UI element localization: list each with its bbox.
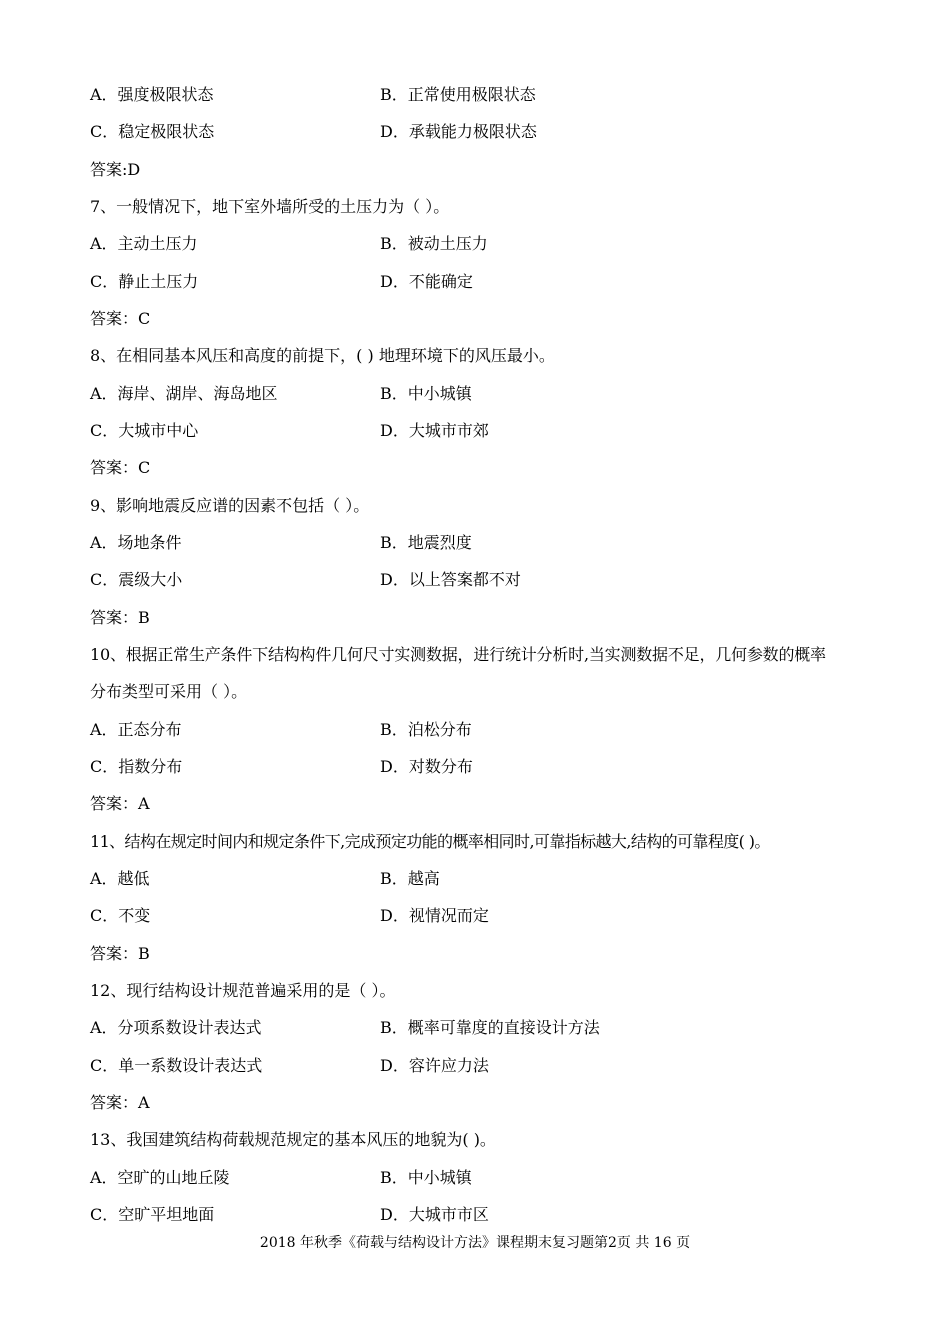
q13-option-a: A．空旷的山地丘陵 [90,1168,230,1187]
q12-option-b: B．概率可靠度的直接设计方法 [380,1018,600,1037]
q7-option-b: B．被动土压力 [380,234,488,253]
q13-option-d: D．大城市市区 [380,1205,489,1224]
q7-answer: 答案：C [90,309,151,328]
q11-option-d: D．视情况而定 [380,906,489,925]
q9-option-a: A．场地条件 [90,533,182,552]
q8-option-d: D．大城市市郊 [380,421,489,440]
q8-option-c: C．大城市中心 [90,421,199,440]
q7-option-d: D．不能确定 [380,272,473,291]
q11-option-a: A．越低 [90,869,150,888]
q9-option-d: D．以上答案都不对 [380,570,521,589]
q6-answer: 答案:D [90,160,141,179]
q8-question: 8、在相同基本风压和高度的前提下，( ) 地理环境下的风压最小。 [90,346,555,365]
q9-answer: 答案：B [90,608,150,627]
q11-option-b: B．越高 [380,869,440,888]
q13-question: 13、我国建筑结构荷载规范规定的基本风压的地貌为( )。 [90,1130,496,1149]
q8-option-a: A．海岸、湖岸、海岛地区 [90,384,278,403]
q7-option-a: A．主动土压力 [90,234,198,253]
q6-option-d: D．承载能力极限状态 [380,122,537,141]
q7-option-c: C．静止土压力 [90,272,199,291]
q6-option-c: C．稳定极限状态 [90,122,215,141]
q10-question-line2: 分布类型可采用（ ）。 [90,682,248,701]
q10-question-line1: 10、根据正常生产条件下结构构件几何尺寸实测数据，进行统计分析时,当实测数据不足，几何参数的概率 [90,645,826,664]
q7-question: 7、一般情况下，地下室外墙所受的土压力为（ ）。 [90,197,450,216]
q10-option-b: B．泊松分布 [380,720,472,739]
q12-question: 12、现行结构设计规范普遍采用的是（ ）。 [90,981,396,1000]
q6-option-b: B．正常使用极限状态 [380,85,536,104]
q12-answer: 答案：A [90,1093,150,1112]
q9-question: 9、影响地震反应谱的因素不包括（ ）。 [90,496,370,515]
q12-option-a: A．分项系数设计表达式 [90,1018,262,1037]
q10-answer: 答案：A [90,794,150,813]
page-footer: 2018 年秋季《荷载与结构设计方法》课程期末复习题第2页 共 16 页 [259,1235,691,1251]
q12-option-d: D．容许应力法 [380,1056,489,1075]
q13-option-b: B．中小城镇 [380,1168,472,1187]
q9-option-c: C．震级大小 [90,570,183,589]
q10-option-d: D．对数分布 [380,757,473,776]
q10-option-c: C．指数分布 [90,757,183,776]
q10-option-a: A．正态分布 [90,720,182,739]
q11-answer: 答案：B [90,944,150,963]
q13-option-c: C．空旷平坦地面 [90,1205,215,1224]
q11-option-c: C．不变 [90,906,151,925]
q12-option-c: C．单一系数设计表达式 [90,1056,263,1075]
q9-option-b: B．地震烈度 [380,533,472,552]
q6-option-a: A．强度极限状态 [90,85,214,104]
q8-answer: 答案：C [90,458,151,477]
q11-question: 11、结构在规定时间内和规定条件下,完成预定功能的概率相同时,可靠指标越大,结构的可靠程度( )。 [90,832,770,851]
q8-option-b: B．中小城镇 [380,384,472,403]
